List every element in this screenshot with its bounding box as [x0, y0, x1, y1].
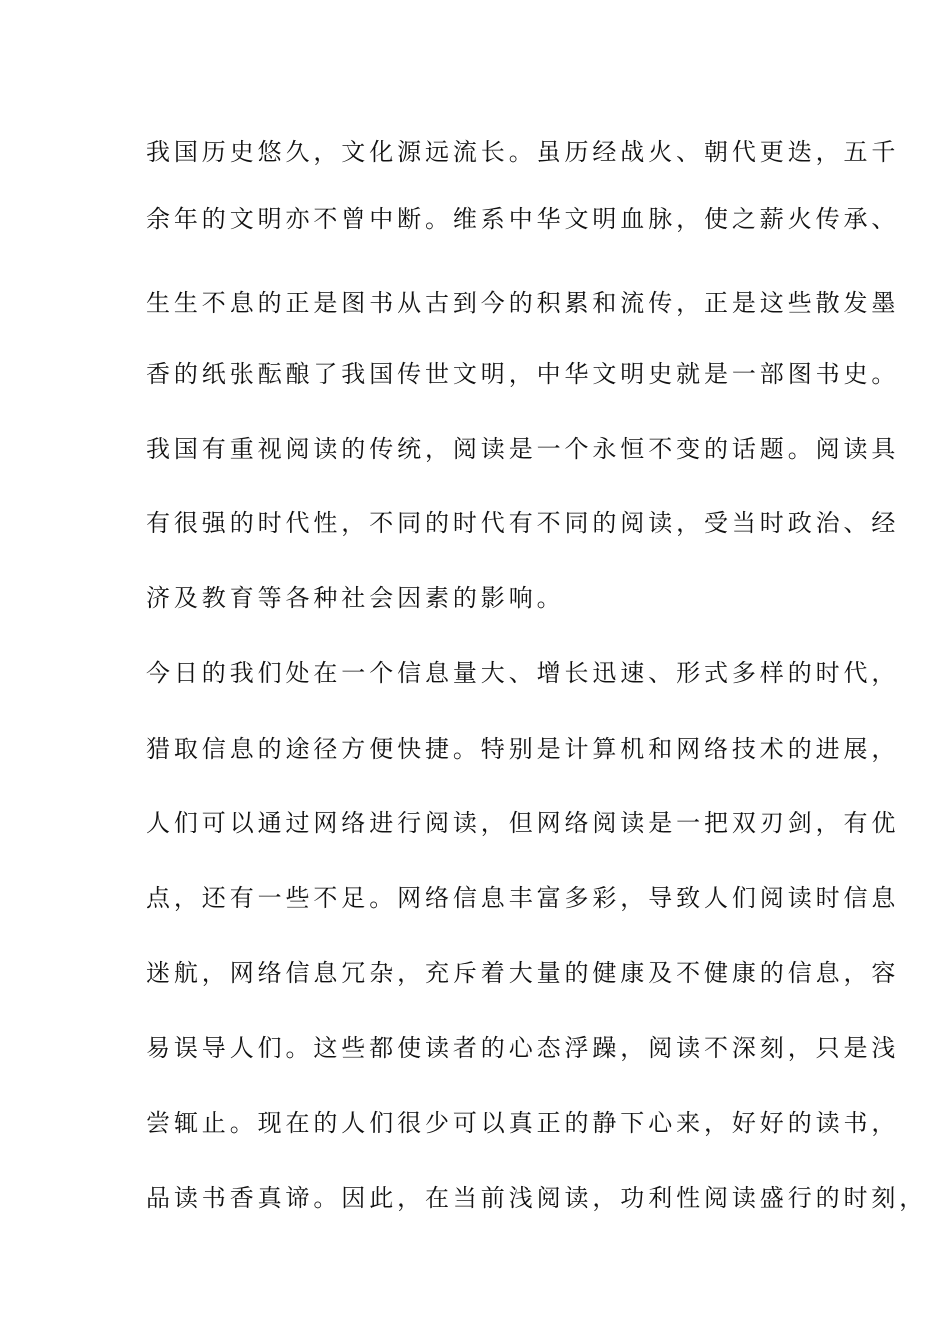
text-line: 有很强的时代性，不同的时代有不同的阅读，受当时政治、经: [146, 509, 900, 537]
text-line: 迷航，网络信息冗杂，充斥着大量的健康及不健康的信息，容: [146, 959, 900, 987]
text-line: 今日的我们处在一个信息量大、增长迅速、形式多样的时代，: [146, 659, 900, 687]
text-line: 香的纸张酝酿了我国传世文明，中华文明史就是一部图书史。: [146, 360, 900, 388]
text-line: 人们可以通过网络进行阅读，但网络阅读是一把双刃剑，有优: [146, 809, 900, 837]
text-line: 生生不息的正是图书从古到今的积累和流传，正是这些散发墨: [146, 289, 900, 317]
text-line: 我国有重视阅读的传统，阅读是一个永恒不变的话题。阅读具: [146, 435, 900, 463]
text-line: 品读书香真谛。因此，在当前浅阅读，功利性阅读盛行的时刻，: [146, 1184, 928, 1212]
text-line: 易误导人们。这些都使读者的心态浮躁，阅读不深刻，只是浅: [146, 1034, 900, 1062]
text-line: 尝辄止。现在的人们很少可以真正的静下心来，好好的读书，: [146, 1109, 900, 1137]
text-line: 济及教育等各种社会因素的影响。: [146, 584, 565, 612]
text-line: 点，还有一些不足。网络信息丰富多彩，导致人们阅读时信息: [146, 884, 900, 912]
text-line: 余年的文明亦不曾中断。维系中华文明血脉，使之薪火传承、: [146, 205, 900, 233]
text-line: 我国历史悠久，文化源远流长。虽历经战火、朝代更迭，五千: [146, 138, 900, 166]
text-line: 猎取信息的途径方便快捷。特别是计算机和网络技术的进展，: [146, 735, 900, 763]
